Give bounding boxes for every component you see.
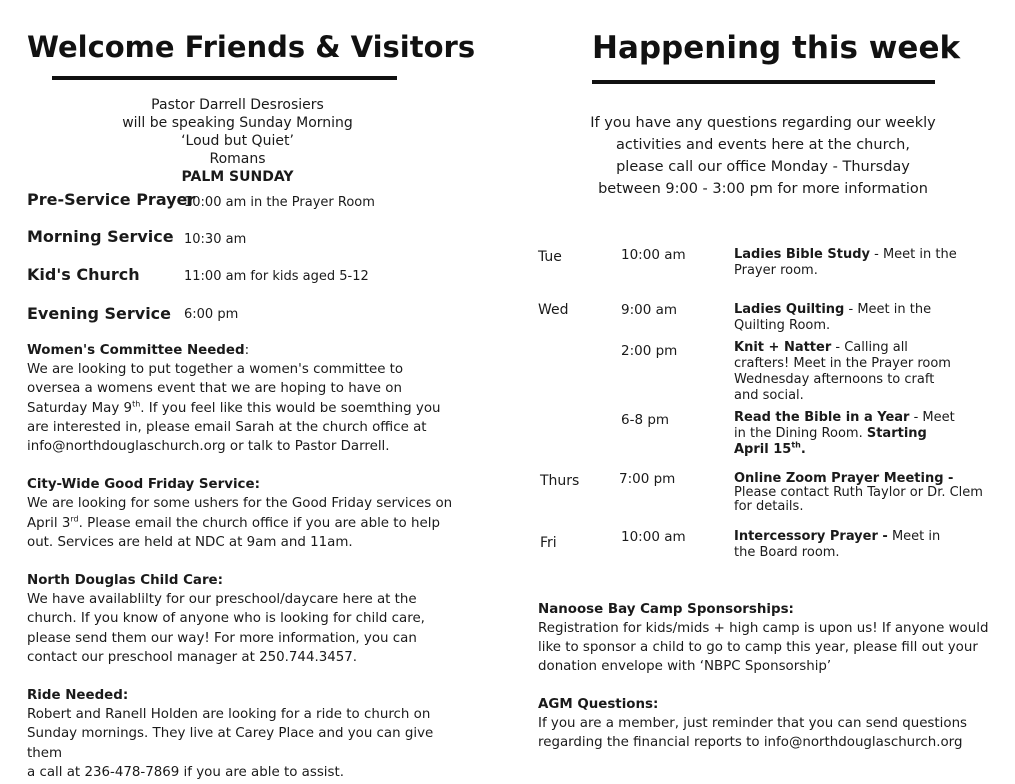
welcome-title: Welcome Friends & Visitors [27,30,476,64]
notice-line: contact our preschool manager at 250.744.3457. [27,649,358,665]
event-time: 10:00 am [621,247,686,263]
agm-notice [538,695,998,752]
notice-line: oversea a womens event that we are hoping to have on [27,381,402,397]
event-ladies-quilting: Ladies Quilting - Meet in the Quilting Room. [734,302,932,333]
event-time: 2:00 pm [621,343,678,359]
event-knit-natter: Knit + Natter - Calling all crafters! Meet in the Prayer room Wednesday afternoons to craft and social. [734,340,951,403]
child-care-notice [27,571,467,667]
notice-line: please send them our way! For more information, you can [27,630,417,646]
notice-line: If you are a member, just reminder that you can send questions [538,716,968,731]
event-time: 7:00 pm [619,471,676,487]
office-info [553,112,973,200]
notice-line: Robert and Ranell Holden are looking for a ride to church on [27,707,431,723]
service-time-pre-prayer: 10:00 am in the Prayer Room [184,195,375,210]
notice-line: Saturday May 9th. If you feel like this would be soemthing you [27,399,441,416]
notice-line: We are looking for some ushers for the Good Friday services on [27,496,453,512]
notice-line: donation envelope with ‘NBPC Sponsorship’ [538,659,832,674]
day-thurs: Thurs [540,473,580,489]
happening-title: Happening this week [592,30,961,66]
notice-line: Registration for kids/mids + high camp is upon us! If anyone would [538,621,989,636]
notices-left [27,341,467,782]
event-time: 10:00 am [621,529,686,545]
info-line: activities and events here at the church, [616,137,910,153]
title-underline [52,76,397,80]
ride-needed-notice [27,686,467,782]
sermon-intro [80,96,395,186]
notice-line: info@northdouglaschurch.org or talk to Pastor Darrell. [27,439,390,455]
service-time-kids: 11:00 am for kids aged 5-12 [184,269,369,284]
event-zoom-prayer: Online Zoom Prayer Meeting - Please contact Ruth Taylor or Dr. Clem for details. [734,471,983,514]
nanoose-notice [538,600,998,676]
notice-line: church. If you know of anyone who is looking for child care, [27,611,425,627]
service-label-pre-prayer: Pre-Service Prayer [27,190,196,209]
sermon-title: ‘Loud but Quiet’ [181,133,294,149]
day-wed: Wed [538,302,569,318]
sunday-name: PALM SUNDAY [181,169,294,185]
notice-line: We are looking to put together a women's committee to [27,362,404,378]
notice-line: April 3rd. Please email the church office if you are able to help [27,514,440,531]
notice-line: are interested in, please email Sarah at the church office at [27,419,427,435]
event-time: 9:00 am [621,302,678,318]
notices-right [538,600,998,752]
event-intercessory-prayer: Intercessory Prayer - Meet in the Board room. [734,529,941,560]
service-time-evening: 6:00 pm [184,307,239,322]
day-tue: Tue [538,249,562,265]
notice-heading: Nanoose Bay Camp Sponsorships: [538,602,794,617]
notice-line: Sunday mornings. They live at Carey Place and you can give them [27,726,434,761]
speaking-line: will be speaking Sunday Morning [122,115,353,131]
notice-heading: Ride Needed: [27,688,129,704]
service-label-morning: Morning Service [27,227,174,246]
notice-heading: Women's Committee Needed [27,343,245,358]
notice-heading: AGM Questions: [538,697,659,712]
notice-heading: City-Wide Good Friday Service: [27,477,260,493]
notice-line: out. Services are held at NDC at 9am and 11am. [27,534,353,550]
good-friday-notice [27,475,467,552]
service-label-evening: Evening Service [27,304,172,323]
info-line: please call our office Monday - Thursday [616,159,910,175]
info-line: If you have any questions regarding our weekly [590,115,936,131]
service-label-kids: Kid's Church [27,265,140,284]
notice-line: We have availablilty for our preschool/daycare here at the [27,592,417,608]
event-ladies-bible-study: Ladies Bible Study - Meet in the Prayer room. [734,247,957,278]
notice-line: regarding the financial reports to info@northdouglaschurch.org [538,735,963,750]
notice-line: like to sponsor a child to go to camp this year, please fill out your [538,640,978,655]
notice-heading: North Douglas Child Care: [27,573,223,589]
pastor-name: Pastor Darrell Desrosiers [151,97,324,113]
event-time: 6-8 pm [621,412,670,428]
event-bible-in-a-year: Read the Bible in a Year - Meet in the Dining Room. Starting April 15th. [734,410,955,457]
service-time-morning: 10:30 am [184,232,247,247]
title-underline [592,80,935,84]
notice-line: a call at 236-478-7869 if you are able to assist. [27,764,345,780]
info-line: between 9:00 - 3:00 pm for more information [598,181,928,197]
sermon-book: Romans [209,151,266,167]
womens-committee-notice: Women's Committee Needed: We are looking to put together a women's committee to oversea a womens event that we are hoping to have on Saturday May 9th. If you feel like this would be soemthing you are interested in, please email Sarah at the church office at info@northdouglaschurch.org or talk to Pastor Darrell. [27,341,467,456]
day-fri: Fri [540,535,557,551]
